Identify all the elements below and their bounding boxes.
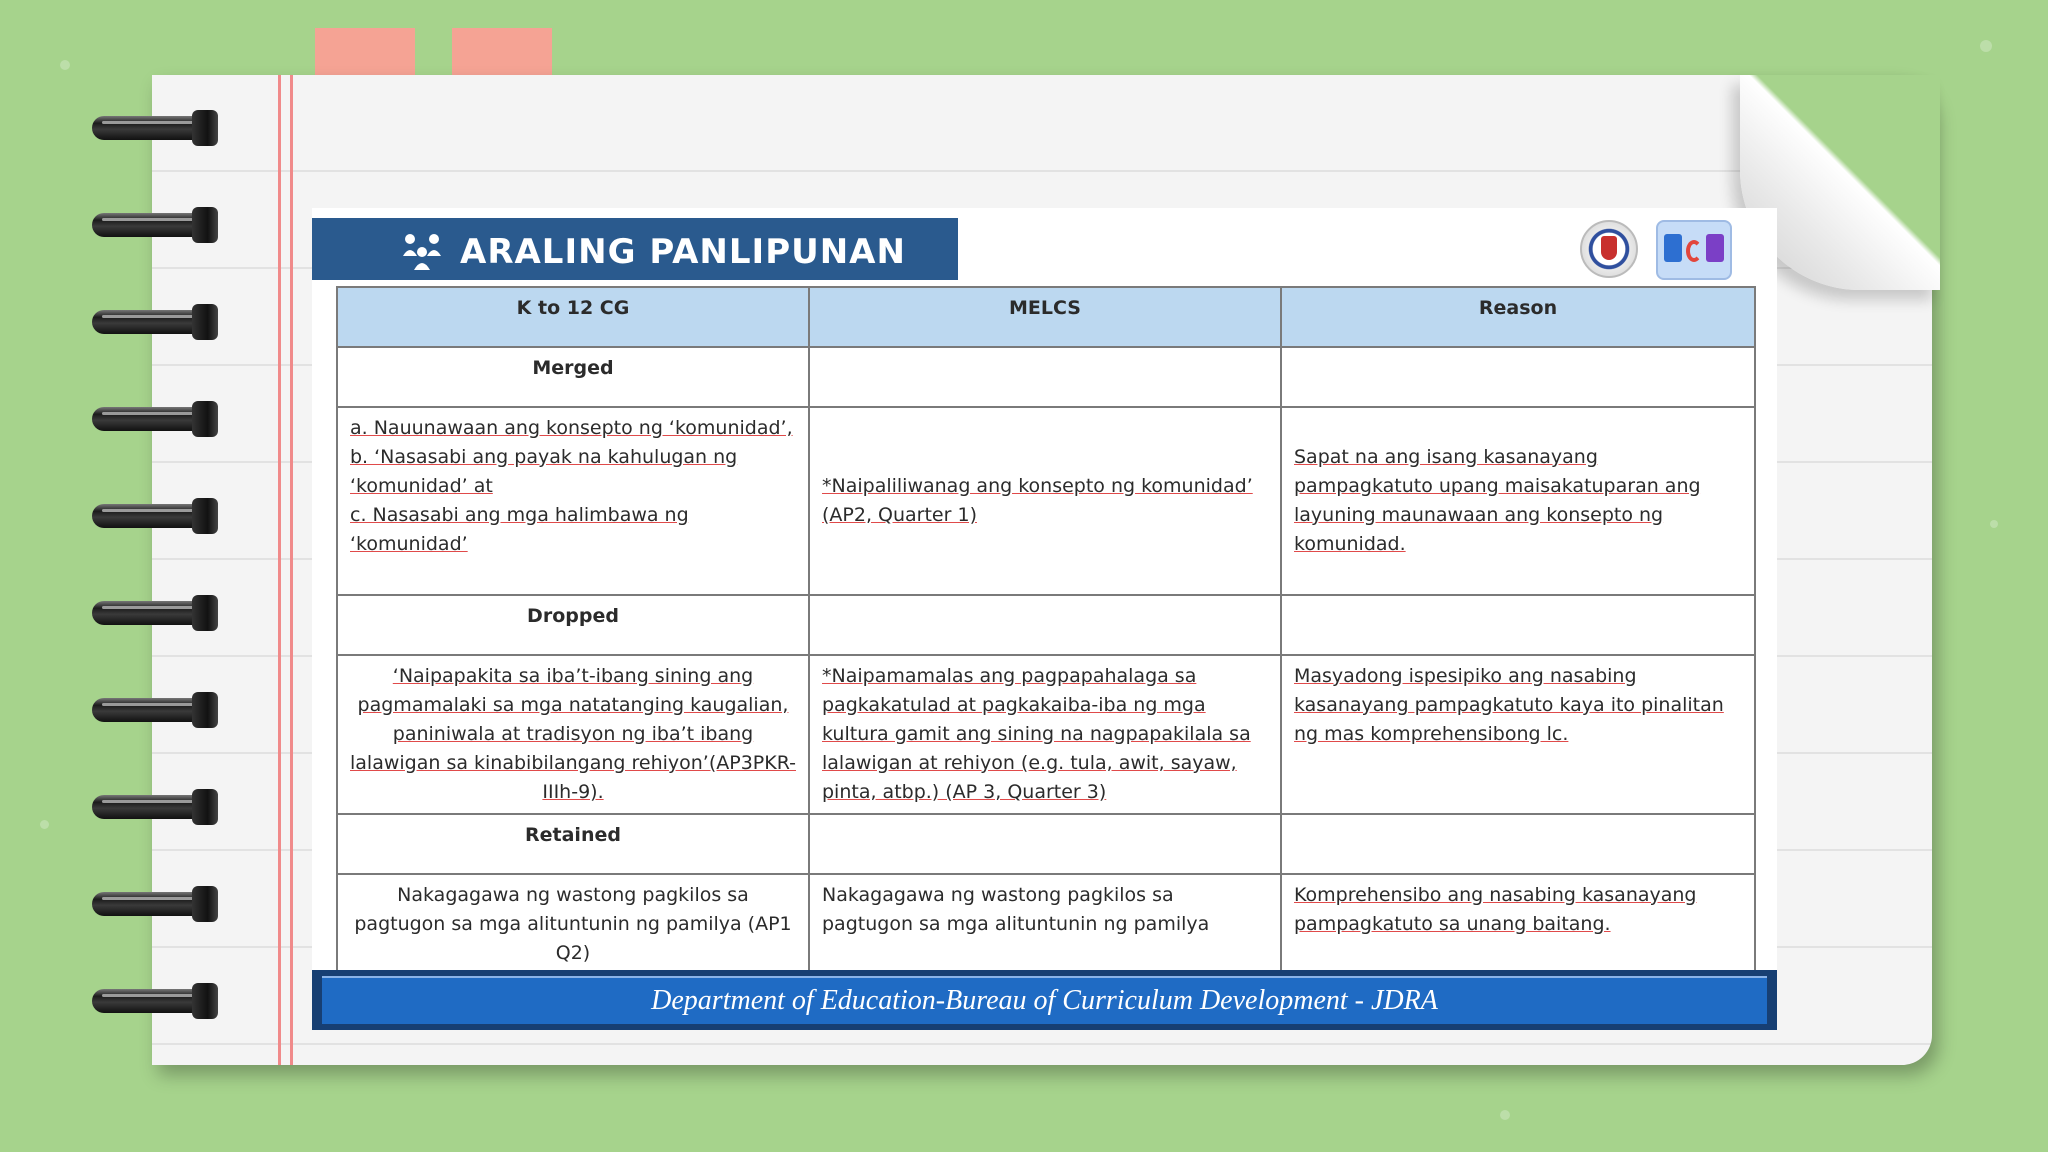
column-header-reason: Reason — [1281, 287, 1755, 347]
k12-cell — [337, 655, 809, 814]
empty-cell — [809, 814, 1281, 874]
table-header-row — [337, 287, 1755, 347]
table-row — [337, 407, 1755, 595]
reason-cell — [1281, 407, 1755, 595]
spiral-ring — [92, 983, 222, 1019]
page-title: ARALING PANLIPUNAN — [460, 232, 906, 272]
people-group-icon — [400, 230, 444, 274]
notebook-tab — [452, 28, 552, 76]
section-label-dropped: Dropped — [337, 595, 809, 655]
spiral-ring — [92, 401, 222, 437]
spiral-ring — [92, 110, 222, 146]
reason-text: Sapat na ang isang kasanayang pampagkatuto upang maisakatuparan ang layuning maunawaan ang konsepto ng komunidad. — [1294, 446, 1701, 555]
empty-cell — [809, 347, 1281, 407]
melcs-text: *Naipamamalas ang pagpapahalaga sa pagkakatulad at pagkakaiba-iba ng mga kultura gamit ang sining na nagpapakilala sa lalawigan at rehiyon (e.g. tula, awit, sayaw, pinta, atbp.) (AP 3, Quarter 3) — [822, 665, 1251, 803]
curriculum-table — [336, 286, 1756, 976]
spiral-ring — [92, 595, 222, 631]
column-header-k12: K to 12 CG — [337, 287, 809, 347]
slide — [312, 208, 1777, 1030]
spiral-ring — [92, 498, 222, 534]
margin-line — [278, 75, 281, 1065]
table-row — [337, 874, 1755, 975]
header-band — [312, 218, 958, 280]
k12-item: a. Nauunawaan ang konsepto ng ‘komunidad’, — [350, 417, 793, 439]
table-row — [337, 655, 1755, 814]
empty-cell — [1281, 347, 1755, 407]
melcs-cell — [809, 655, 1281, 814]
k12-item: b. ‘Nasasabi ang payak na kahulugan ng ‘komunidad’ at — [350, 446, 738, 497]
footer-text: Department of Education-Bureau of Curriculum Development - JDRA — [322, 976, 1767, 1024]
spiral-ring — [92, 886, 222, 922]
margin-line — [290, 75, 293, 1065]
reason-cell — [1281, 874, 1755, 975]
reason-cell — [1281, 655, 1755, 814]
k12-cell — [337, 407, 809, 595]
empty-cell — [1281, 595, 1755, 655]
column-header-melcs: MELCS — [809, 287, 1281, 347]
notebook-tab — [315, 28, 415, 76]
spiral-ring — [92, 304, 222, 340]
section-label-retained: Retained — [337, 814, 809, 874]
melcs-cell — [809, 407, 1281, 595]
section-row — [337, 814, 1755, 874]
background-speck — [1980, 40, 1992, 52]
k12-text: ‘Naipapakita sa iba’t-ibang sining ang pagmamalaki sa mga natatanging kaugalian, paniniwala at tradisyon ng iba’t ibang lalawigan sa kinabibilangang rehiyon’(AP3PKR- IIIh-9). — [350, 665, 796, 803]
background-speck — [40, 820, 49, 829]
spiral-ring — [92, 789, 222, 825]
empty-cell — [809, 595, 1281, 655]
reason-text: Komprehensibo ang nasabing kasanayang pampagkatuto sa unang baitang. — [1294, 884, 1697, 935]
background-speck — [1990, 520, 1998, 528]
spiral-ring — [92, 207, 222, 243]
section-row — [337, 595, 1755, 655]
section-label-merged: Merged — [337, 347, 809, 407]
footer-band — [312, 970, 1777, 1030]
section-row — [337, 347, 1755, 407]
melcs-text: *Naipaliliwanag ang konsepto ng komunidad’ (AP2, Quarter 1) — [822, 475, 1253, 526]
deped-seal-logo — [1580, 220, 1638, 278]
spiral-ring — [92, 692, 222, 728]
k12-item: c. Nasasabi ang mga halimbawa ng ‘komunidad’ — [350, 504, 689, 555]
empty-cell — [1281, 814, 1755, 874]
melcs-cell: Nakagagawa ng wastong pagkilos sa pagtugon sa mga alituntunin ng pamilya — [809, 874, 1281, 975]
background-speck — [1500, 1110, 1510, 1120]
bcd-logo — [1656, 220, 1732, 280]
k12-cell: Nakagagawa ng wastong pagkilos sa pagtugon sa mga alituntunin ng pamilya (AP1 Q2) — [337, 874, 809, 975]
reason-text: Masyadong ispesipiko ang nasabing kasanayang pampagkatuto kaya ito pinalitan ng mas komprehensibong lc. — [1294, 665, 1724, 745]
background-speck — [60, 60, 70, 70]
